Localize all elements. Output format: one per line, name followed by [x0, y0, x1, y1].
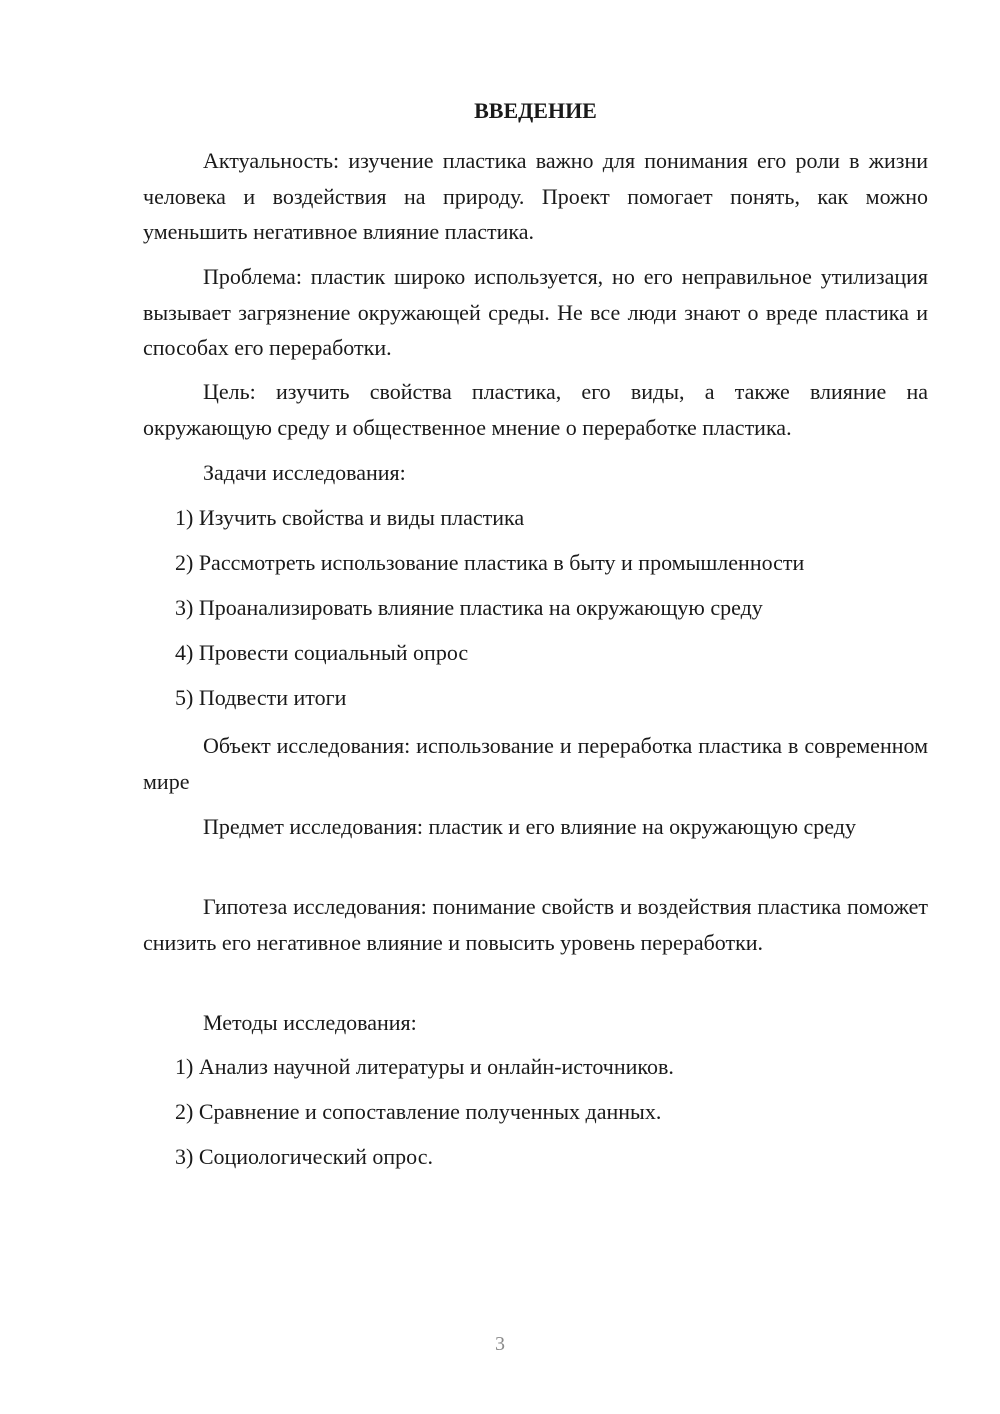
task-item-2: 2) Рассмотреть использование пластика в быту и промышленности — [175, 550, 805, 575]
method-item-3: 3) Социологический опрос. — [175, 1144, 433, 1169]
paragraph-hypothesis: Гипотеза исследования: понимание свойств и воздействия пластика поможет снизить его негативное влияние и повысить уровень переработки. — [143, 894, 928, 955]
method-item-1: 1) Анализ научной литературы и онлайн-источников. — [175, 1054, 674, 1079]
tasks-heading: Задачи исследования: — [203, 460, 406, 485]
task-item-5: 5) Подвести итоги — [175, 685, 347, 710]
task-item-1: 1) Изучить свойства и виды пластика — [175, 505, 525, 530]
method-item-2: 2) Сравнение и сопоставление полученных данных. — [175, 1099, 662, 1124]
paragraph-goal: Цель: изучить свойства пластика, его виды, а также влияние на окружающую среду и общественное мнение о переработке пластика. — [143, 379, 928, 440]
methods-heading: Методы исследования: — [203, 1010, 417, 1035]
task-item-3: 3) Проанализировать влияние пластика на окружающую среду — [175, 595, 763, 620]
paragraph-object: Объект исследования: использование и переработка пластика в современном мире — [143, 733, 928, 794]
paragraph-relevance: Актуальность: изучение пластика важно для понимания его роли в жизни человека и воздействия на природу. Проект помогает понять, как можно уменьшить негативное влияние пластика. — [143, 148, 928, 244]
paragraph-problem: Проблема: пластик широко используется, но его неправильное утилизация вызывает загрязнение окружающей среды. Не все люди знают о вреде пластика и способах его переработки. — [143, 264, 928, 360]
section-title: ВВЕДЕНИЕ — [474, 98, 597, 123]
page-number: 3 — [495, 1333, 505, 1355]
paragraph-subject: Предмет исследования: пластик и его влияние на окружающую среду — [203, 814, 856, 839]
task-item-4: 4) Провести социальный опрос — [175, 640, 469, 665]
